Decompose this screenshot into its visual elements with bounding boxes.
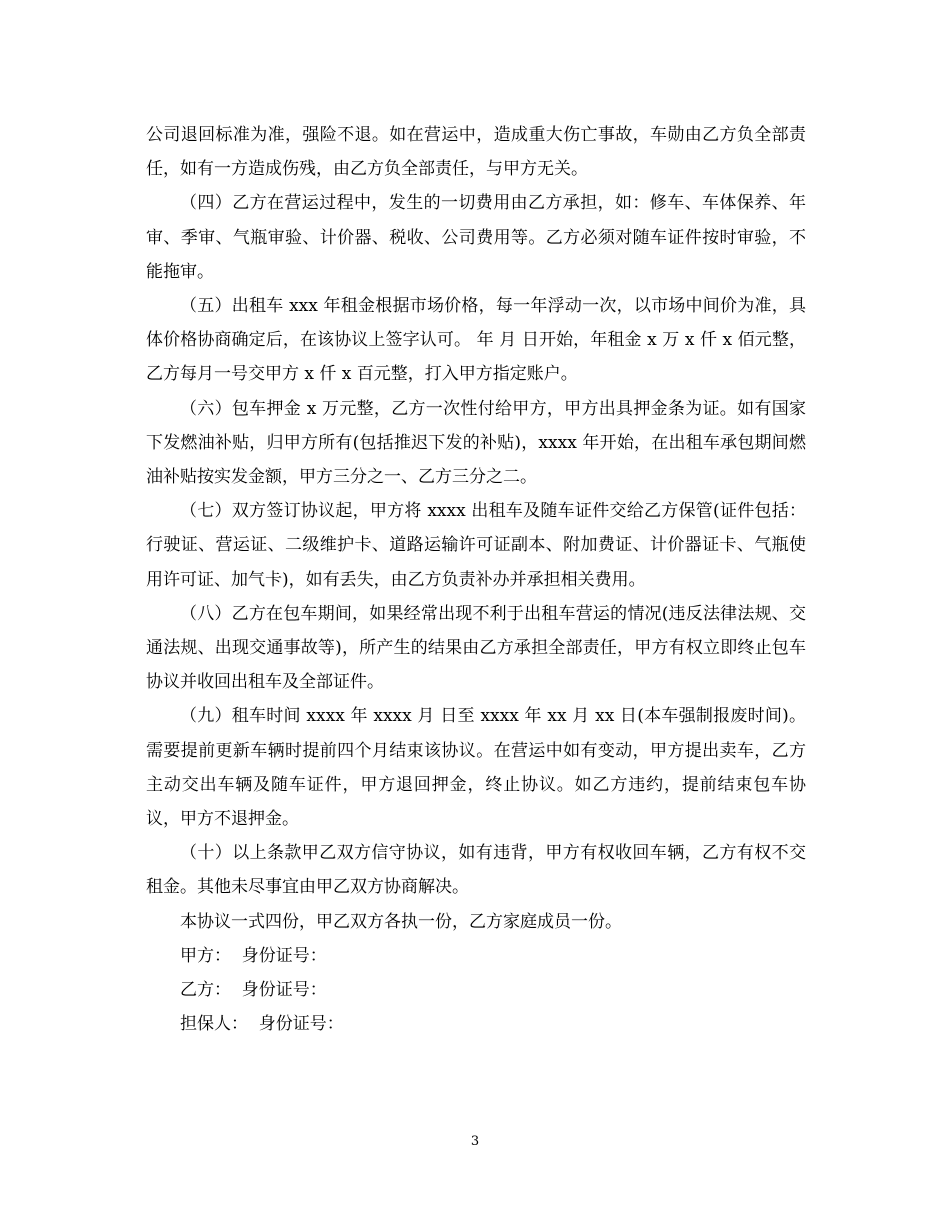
signature-party-a: 甲方： 身份证号： <box>180 945 327 966</box>
paragraph-clause-4: （四）乙方在营运过程中，发生的一切费用由乙方承担，如：修车、车体保养、年审、季审、气瓶审验、计价器、税收、公司费用等。乙方必须对随车证件按时审验，不能拖审。 <box>146 193 806 282</box>
paragraph-clause-8: （八）乙方在包车期间，如果经常出现不利于出租车营运的情况(违反法律法规、交通法规、出现交通事故等)，所产生的结果由乙方承担全部责任，甲方有权立即终止包车协议并收回出租车及全部证件。 <box>146 603 806 693</box>
document-body <box>146 118 806 1041</box>
signature-party-b: 乙方： 身份证号： <box>180 980 327 1001</box>
page-number: 3 <box>470 1134 480 1149</box>
paragraph-continued: 公司退回标准为准，强险不退。如在营运中，造成重大伤亡事故，车勋由乙方负全部责任，如有一方造成伤残，由乙方负全部责任，与甲方无关。 <box>146 125 806 180</box>
paragraph-copies: 本协议一式四份，甲乙双方各执一份，乙方家庭成员一份。 <box>180 911 622 932</box>
paragraph-clause-9: （九）租车时间 xxxx 年 xxxx 月 日至 xxxx 年 xx 月 xx 日(本车强制报废时间)。需要提前更新车辆时提前四个月结束该协议。在营运中如有变动，甲方提出卖车，乙方主动交出车辆及随车证件，甲方退回押金，终止协议。如乙方违约，提前结束包车协议，甲方不退押金。 <box>146 706 806 830</box>
paragraph-clause-5: （五）出租车 xxx 年租金根据市场价格，每一年浮动一次，以市场中间价为准，具体价格协商确定后，在该协议上签字认可。 年 月 日开始，年租金 x 万 x 仟 x 佰元整，乙方每月一号交甲方 x 仟 x 百元整，打入甲方指定账户。 <box>146 296 806 385</box>
paragraph-clause-10: （十）以上条款甲乙双方信守协议，如有违背，甲方有权收回车辆，乙方有权不交租金。其他未尽事宜由甲乙双方协商解决。 <box>146 843 806 898</box>
paragraph-clause-7: （七）双方签订协议起，甲方将 xxxx 出租车及随车证件交给乙方保管(证件包括：行驶证、营运证、二级维护卡、道路运输许可证副本、附加费证、计价器证卡、气瓶使用许可证、加气卡)，如有丢失，由乙方负责补办并承担相关费用。 <box>146 501 806 590</box>
paragraph-clause-6: （六）包车押金 x 万元整，乙方一次性付给甲方，甲方出具押金条为证。如有国家下发燃油补贴，归甲方所有(包括推迟下发的补贴)，xxxx 年开始，在出租车承包期间燃油补贴按实发金额，甲方三分之一、乙方三分之二。 <box>146 398 806 488</box>
signature-guarantor: 担保人： 身份证号： <box>180 1014 344 1035</box>
